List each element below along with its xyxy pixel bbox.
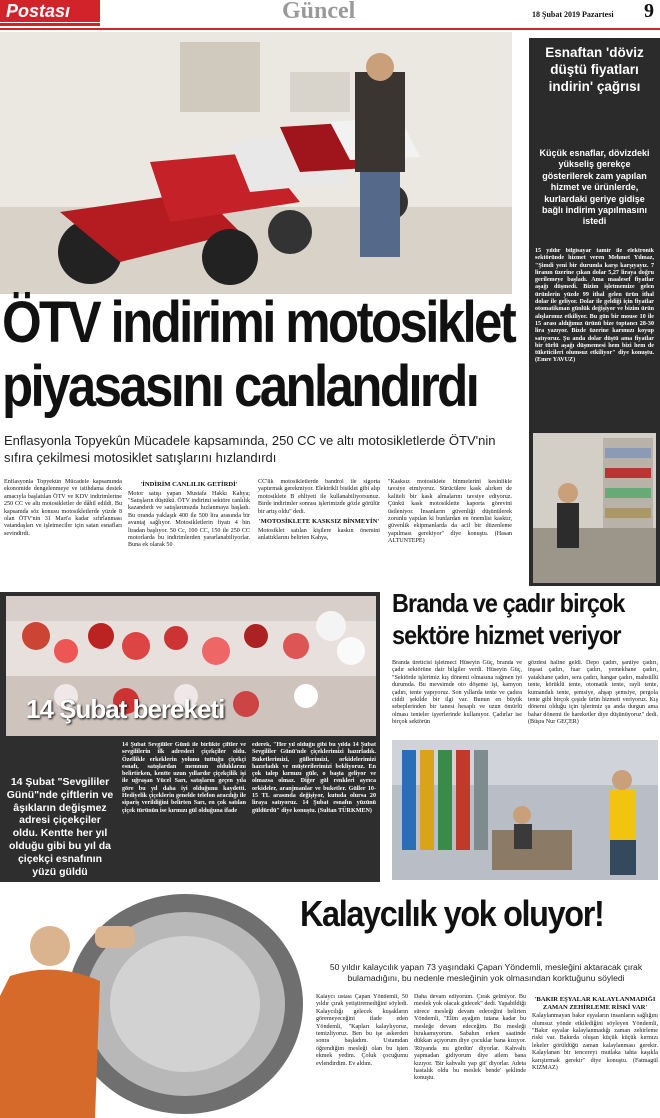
sidebar-box: [529, 38, 660, 586]
tent-col-1-text: Branda üreticisi işletmeci Hüseyin Güç, branda ve çadır sektörüne dair bilgiler verdi. Hüseyin Güç, "Sektörde işlerimiz kış dönemi olmasına rağmen iyi durumda. Bu mevsimde oto döşeme işi, kamyon çadırı, tente yapıyoruz. Son yıllarda tente ve çadıra ciddi şekilde bir ilgi var. Bunun en büyük sebeplerinden bir tanesi hesaplı ve uzun ömürlü olması tenteler işyerlerinde kullanıyor. Çadırlar ise birçok sektörün: [392, 660, 522, 726]
main-col-1: [4, 479, 122, 584]
sidebar-title: Esnaftan 'döviz düştü fiyatları indirin' çağrısı: [545, 45, 644, 94]
main-col-2-text: Motor satışı yapan Mustafa Hakkı Kahya; "Satışların düştükü. ÖTV indirimi sektöre canlılık kazandırdı ve satışlarımızda hızlanmaya başladı. Bu oranda yaklaşık 400 ile 500 lira arasında bir avantaj sağlıyor. Motosikletlerin fiyatı 4 bin liradan başlıyor. 50 Cc, 100 CC, 150 ile 250 CC motorlarda bu indirimlerden yararlanabiliyorlar. Buna ek olarak 50: [128, 490, 250, 549]
tinsmith-col-3: [532, 994, 658, 1118]
main-col-4: [388, 479, 512, 584]
tinsmith-col-3-text: Kalaylanmayan bakır eşyaların insanların sağlığını olumsuz yönde etkilediğini söyleyen Yöndemli, "Bakır eşyalar kalaylanmadığı zaman zehirleme riski var. Bakırda oluşan küçük küçük kırmızı lekeler görüldüğü zaman kalaylanması gerekir. Kalaylanan bir tencereyi mutlaka tahta kaşıkla karıştırmak gerekir" diye konuştu. (Fatmagül KIZMAZ): [532, 1013, 658, 1072]
sidebar-lead: Küçük esnaflar, dövizdeki yükseliş gerekçe gösterilerek zam yapılan hizmet ve ürünlerde, kurlardaki geriye gidişe bağlı indirim yapılmasını istedi: [539, 148, 650, 227]
logo-text: Postası: [6, 1, 71, 21]
tent-col-1: [392, 660, 522, 736]
main-col-3-text-b: Motosiklet satılan kişilere kaskın önemini anlattıklarını belirten Kahya,: [258, 527, 380, 542]
tinsmith-col-1: [316, 994, 408, 1118]
sidebar-body: 15 yıldır bilgisayar tamir ile elektronik sektöründe hizmet veren Mehmet Yılmaz, "Şimdi yeni bir durumla karşı karşıyayız. 7 liranın üzerine çıkan dolar 5,27 liraya doğru gerilemeye başladı. Ama maalesef fiyatlar aşağı düşmedi. Bizim işletmemize gelen ürünlerin yüzde 99 ithal gelen ürün ithal dolar ile geliyor. Dolar ile geldiği için fiyatlar otomatikman günlük değişiyor ve bizim ürün alışlarımız etkiliyor. Bu gün bir mouse 10 ile 15 arası aldığımız ürünü bize toptancı 28-30 lira yazıyor. Bizde üzerine karımızı koyup satıyoruz. Şu anda dolar düştü ama fiyatlar bir türlü aşağı düşmemesi hem bizi hem de tüketicileri olumsuz etkiliyor" diye konuştu. (Emre YAVUZ): [535, 248, 654, 364]
tent-headline-line1: Branda ve çadır birçok: [392, 588, 625, 618]
date: 18 Şubat 2019 Pazartesi: [532, 10, 614, 19]
tinsmith-deck: 50 yıldır kalaycılık yapan 73 yaşındaki Çapan Yöndemli, mesleğini aktaracak çırak bulamadığını, bu nedenle mesleğinin yok olmasından korktuğunu söyledi: [329, 962, 643, 983]
logo-underline: [0, 23, 100, 26]
logo: [0, 0, 100, 22]
valentine-overlay-title: 14 Şubat bereketi: [26, 694, 225, 724]
motorcycle-showroom-image: [0, 32, 512, 294]
page-number: 9: [644, 0, 654, 22]
tinsmith-col-2-text: Daha devam ediyorum. Çırak gelmiyor. Bu meslek yok olacak gidecek" dedi. Yapabildiği sürece mesleği devam edeceğini belirten Yöndemli, "Elim ayağım tutana kadar bu mesleğe devam edeceğim. Bu mesleği bırakamıyorum. Sabahın erken saatinde dükkan açıyorum diye çocuklar bana kızıyor. 'Rüyanda mı gördün' diyorlar. Kahvaltı yapmadan gidiyorum diye ailem bana kızıyor. 'Bir kahvaltı yap git' diyorlar. Adeta hastalık oldu bu meslek bende' şeklinde konuştu.: [414, 994, 526, 1082]
valentine-col-2: ederek, "Her yıl olduğu gibi bu yılda 14 Şubat Sevgililer Günü'nde çiçeklerimizi hazırladık. Buketlerimizi, güllerimizi, orkidelerimizi hazırladık ve müşterilerimizi bekliyoruz. En çok talep kırmızı güle, o başta geliyor ve olmazsa olmaz. Diğer gül renkleri ayrıca orkideler, aranjmanlar ve buketler. Güller 10-15 TL arasında değişiyor, kutuda olursa 20 liraya satıyoruz. 14 Şubat esnafın yüzünü güldürdü" diye konuştu. (Sultan TÜRKMEN): [252, 742, 376, 814]
main-col-4-text: "Kasksız motosiklete binmelerini kesinlikle tavsiye etmiyoruz. Sürücülere kask alırken de kaliteli bir kask almalarını tavsiye ediyoruz. Çünkü kask motosiklette kaporta görevini üstleniyor. İnsanların güvenliği düşünülerek zorunlu yapılan ki bunlardan en önemlisi kasktır, güvenlik ekipmanlarda da acil bir düzenleme yapılması gerekiyor" diye konuştu. (Hasan ALTUNTEPE): [388, 479, 512, 545]
tinsmith-image: [0, 886, 310, 1118]
main-col-3: [258, 479, 380, 584]
main-col-3-text-a: CC'lik motosikletlerde bandrol ile sigorta yaptırmak gerekmiyor. Elektrikli bisiklet gibi alıp motosiklete B ehliyeti ile kullanabiliyorsunuz. Birde indirimler sonrası işlerimizde gözle görülür bir artış oldu" dedi.: [258, 479, 380, 515]
valentine-lead: 14 Şubat "Sevgililer Günü"nde çiftlerin ve âşıkların değişmez adresi çiçekçiler oldu. Kentte her yıl olduğu gibi bu yıl da çiçekçi esnafının yüzü güldü: [6, 776, 114, 878]
main-col-2: [128, 479, 250, 584]
tinsmith-headline: Kalaycılık yok oluyor!: [300, 893, 604, 934]
masthead-rule: [0, 28, 660, 30]
tinsmith-col-3-subhead: 'BAKIR EŞYALAR KALAYLANMADIĞI ZAMAN ZEHİRLEME RİSKİ VAR': [534, 996, 656, 1011]
masthead: [0, 0, 660, 28]
main-deck: Enflasyonla Topyekûn Mücadele kapsamında, 250 CC ve altı motosikletlerde ÖTV'nin sıfıra çekilmesi motosiklet satışlarını hızlandırdı: [4, 433, 496, 465]
motorcycle-photo: [0, 32, 512, 294]
tent-workshop-image: [392, 740, 658, 880]
main-col-1-text: Enflasyonla Topyekûn Mücadele kapsamında ekonomide dengelenmeye ve istihdama destek amacıyla başlatılan ÖTV ve KDV indirimlerine 250 CC ve altı motosikletler de dâhil edildi. Bu kapsamda söz konusu motosikletlerde yüzde 8 olan ÖTV'nin 31 Mart'a kadar sıfırlanması vatandaşları ve işletmeciler için satan esnafları sevindirdi.: [4, 479, 122, 537]
tent-headline-line2: sektöre hizmet veriyor: [392, 620, 621, 650]
main-headline-line1: ÖTV indirimi motosiklet: [2, 290, 515, 355]
main-col-3-subhead: 'MOTOSİKLETE KASKSIZ BİNMEYİN': [258, 518, 380, 526]
main-col-2-subhead: 'İNDİRİM CANLILIK GETİRDİ': [140, 481, 238, 488]
tinsmith-col-1-text: Kalaycı ustası Çapan Yöndemli, 50 yıldır çırak yetiştiremediğini söyledi. Kalaycılığı gelecek kuşakların göremeyeceğini ifade eden Yöndemli, "Kapları kalaylıyoruz, temizliyoruz. Ben bu işe askerden sonra başladım. Ustamdan öğrendiğim mesleği olan bu işten ekmek yedim. Çoluk çocuğumu evlendirdim. Ev aldım.: [316, 994, 408, 1067]
tinsmith-photo: [0, 886, 310, 1118]
section-title: Güncel: [282, 0, 356, 24]
main-headline-line2: piyasasını canlandırdı: [2, 354, 478, 419]
shop-photo: [533, 433, 656, 583]
tent-workshop-photo: [392, 740, 658, 880]
tinsmith-col-2: [414, 994, 526, 1118]
valentine-col-1: 14 Şubat Sevgililer Günü ile birlikte çiftler ve sevgililerin ilk adresleri çiçekçiler oldu. Özellikle erkeklerin yolunu tuttuğu çiçekçi esnafı, satışlardan memnun olduklarını belirtirken, kentte uzun yıllardır çiçekçilik işi ile uğraşan Yücel Sarı, satışların geçen yıla göre bu yıl daha iyi olduğunu kaydetti. Hediyelik çiçeklerin genelde telefon aracılığı ile sipariş verildiğini belirten Sarı, en çok satılan çiçek türünün ise kırmızı gül olduğuna ifade: [122, 742, 246, 814]
electronics-shop-image: [533, 433, 656, 583]
tent-col-2: [528, 660, 658, 736]
tent-col-2-text: gözdesi haline geldi. Depo çadırı, şantiye çadırı, inşaat çadırı, fuar çadırı, yemekhane çadırı, yataklıane çadırı, sera çadırı, hangar çadırı, mahsüllü tente, körüklü tente, otomatik tente, rayli tente, kumandalı tente, şemsiye, ahşap şemsiye, pergola tente gibi birçok çeşide ürün hizmeti veriyoruz. Kış dönemi olduğu için işlerimiz şu anda durgun ama bahar dönemi ile hareketler diye düşünüyoruz" dedi. (Büşra Nur GEÇER): [528, 660, 658, 726]
valentine-box: [0, 592, 380, 882]
